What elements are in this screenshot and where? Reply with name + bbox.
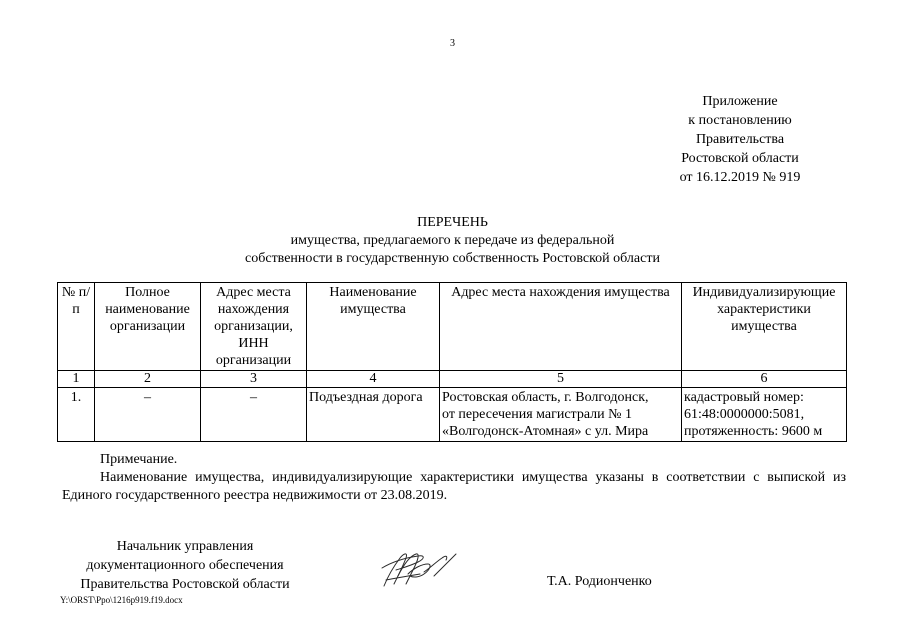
table-header-row — [58, 283, 847, 371]
header-cell: Наименование имущества — [307, 283, 440, 371]
title-line: собственности в государственную собственность Ростовской области — [245, 251, 660, 266]
header-cell: Индивидуализирующие характеристики имущества — [682, 283, 847, 371]
address-line: Ростовская область, г. Волгодонск, — [442, 390, 649, 405]
appendix-block — [640, 92, 840, 187]
appendix-line: Правительства — [695, 132, 785, 147]
property-table — [57, 282, 847, 442]
property-name-cell: Подъездная дорога — [307, 388, 440, 442]
characteristics-line: 61:48:0000000:5081, — [684, 407, 805, 422]
column-number: 2 — [95, 371, 201, 388]
note-text: Наименование имущества, индивидуализирующие характеристики имущества указаны в соответствии с выпиской из Единого государственного реестра недвижимости от 23.08.2019. — [62, 470, 846, 503]
column-number: 6 — [682, 371, 847, 388]
org-address-cell: – — [201, 388, 307, 442]
signer-position-line: Начальник управления — [116, 539, 254, 554]
appendix-line: к постановлению — [688, 113, 792, 128]
note-title: Примечание. — [100, 452, 178, 467]
column-number: 5 — [440, 371, 682, 388]
address-line: «Волгодонск-Атомная» с ул. Мира — [442, 424, 649, 439]
organization-cell: – — [95, 388, 201, 442]
characteristics-line: протяженность: 9600 м — [684, 424, 823, 439]
column-number: 1 — [58, 371, 95, 388]
header-cell: Адрес места нахождения организации, ИНН организации — [201, 283, 307, 371]
title-heading: ПЕРЕЧЕНЬ — [417, 215, 488, 230]
header-cell: № п/п — [58, 283, 95, 371]
handwritten-signature — [378, 546, 460, 592]
characteristics-cell — [682, 388, 847, 442]
signer-name: Т.А. Родионченко — [547, 574, 652, 589]
appendix-line: Ростовской области — [681, 151, 799, 166]
signer-position-line: документационного обеспечения — [86, 558, 284, 573]
column-number: 3 — [201, 371, 307, 388]
property-address-cell — [440, 388, 682, 442]
signer-position — [60, 537, 310, 594]
column-number-row — [58, 371, 847, 388]
appendix-line: Приложение — [702, 94, 778, 109]
table-row — [58, 388, 847, 442]
signer-position-line: Правительства Ростовской области — [80, 577, 290, 592]
note-block — [62, 451, 846, 505]
characteristics-line: кадастровый номер: — [684, 390, 804, 405]
address-line: от пересечения магистрали № 1 — [442, 407, 633, 422]
row-number: 1. — [58, 388, 95, 442]
title-line: имущества, предлагаемого к передаче из федеральной — [290, 233, 615, 248]
column-number: 4 — [307, 371, 440, 388]
page-number: 3 — [450, 38, 455, 49]
appendix-line: от 16.12.2019 № 919 — [679, 170, 801, 185]
header-cell: Адрес места нахождения имущества — [440, 283, 682, 371]
file-path: Y:\ORST\Ppo\1216p919.f19.docx — [60, 595, 183, 605]
document-title — [0, 214, 905, 268]
header-cell: Полное наименование организации — [95, 283, 201, 371]
